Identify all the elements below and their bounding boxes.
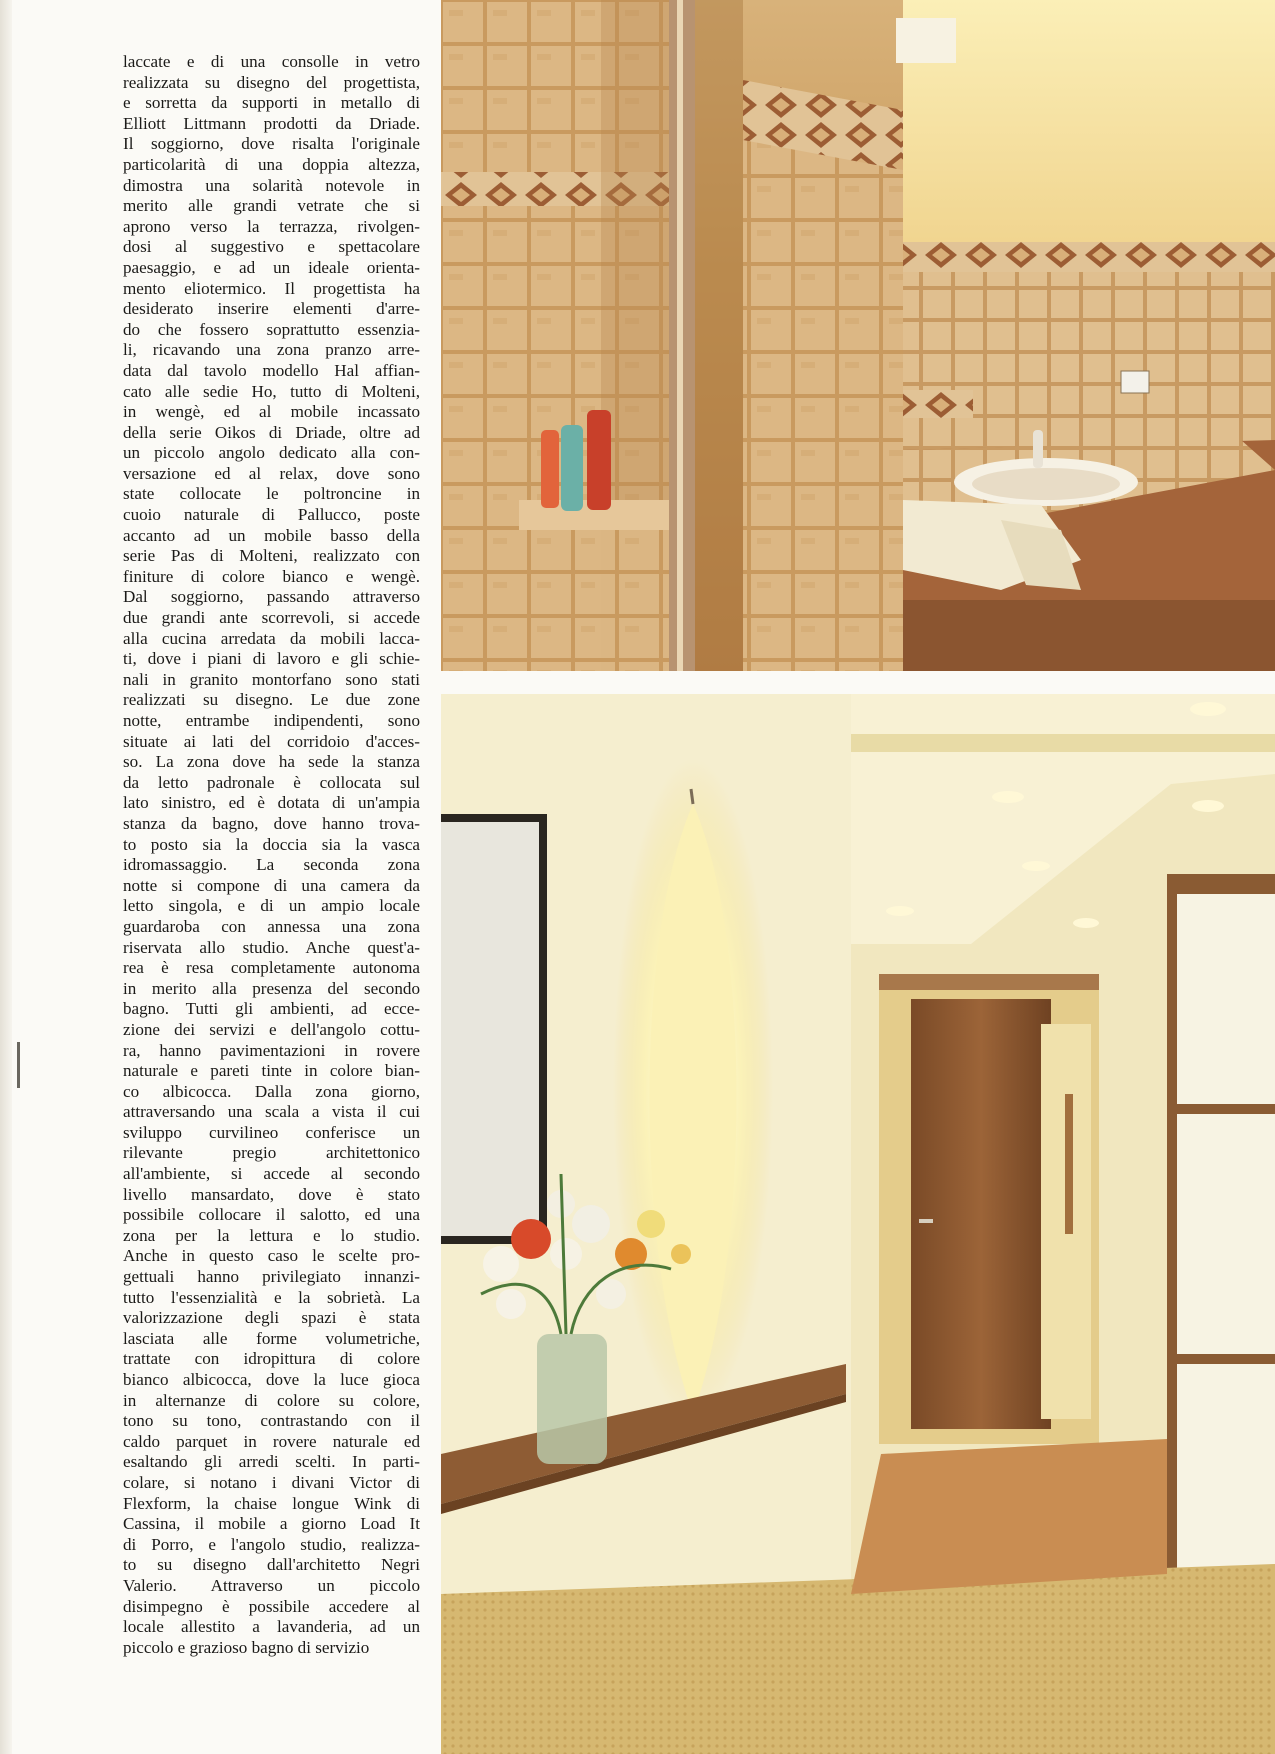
text-line: in wengè, ed al mobile incassato — [123, 402, 420, 422]
text-line: to su disegno dall'architetto Negri — [123, 1555, 420, 1575]
text-line: desiderato inserire elementi d'arre- — [123, 299, 420, 319]
text-line: riservata allo studio. Anche quest'a- — [123, 937, 420, 957]
page-edge-mark — [17, 1042, 20, 1088]
text-line: finiture di colore bianco e wengè. — [123, 566, 420, 586]
text-line: guardaroba con annessa una zona — [123, 916, 420, 936]
text-line: particolarità di una doppia altezza, — [123, 154, 420, 174]
article-text-column — [123, 52, 420, 1658]
text-line: bagno. Tutti gli ambienti, ad ecce- — [123, 999, 420, 1019]
text-line: naturale e pareti tinte in colore bian- — [123, 1061, 420, 1081]
text-line: Dal soggiorno, passando attraverso — [123, 587, 420, 607]
text-line: cuoio naturale di Pallucco, poste — [123, 505, 420, 525]
text-line: due grandi ante scorrevoli, si accede — [123, 608, 420, 628]
text-line: aprono verso la terrazza, rivolgen- — [123, 216, 420, 236]
text-line: to posto sia la doccia sia la vasca — [123, 834, 420, 854]
text-line: colare, si notano i divani Victor di — [123, 1472, 420, 1492]
text-line: e sorretta da supporti in metallo di — [123, 93, 420, 113]
text-line: ti, dove i piani di lavoro e gli schie- — [123, 649, 420, 669]
text-line: notte si compone di una camera da — [123, 875, 420, 895]
text-line: Cassina, il mobile a giorno Load It — [123, 1514, 420, 1534]
text-line: locale allestito a lavanderia, ad un — [123, 1617, 420, 1637]
text-line: mento eliotermico. Il progettista ha — [123, 278, 420, 298]
text-line: dimostra una solarità notevole in — [123, 175, 420, 195]
text-line: trattate con idropittura di colore — [123, 1349, 420, 1369]
text-line: gettuali hanno privilegiato innanzi- — [123, 1267, 420, 1287]
text-line: realizzata su disegno del progettista, — [123, 72, 420, 92]
text-line: livello mansardato, dove è stato — [123, 1184, 420, 1204]
text-line: versazione ed al relax, dove sono — [123, 463, 420, 483]
text-line: rea è resa completamente autonoma — [123, 958, 420, 978]
text-line: della serie Oikos di Driade, oltre ad — [123, 422, 420, 442]
text-line: idromassaggio. La seconda zona — [123, 855, 420, 875]
text-line: sviluppo curvilineo conferisce un — [123, 1122, 420, 1142]
text-line: so. La zona dove ha sede la stanza — [123, 752, 420, 772]
corridor-photo — [441, 694, 1275, 1754]
text-line: un piccolo angolo dedicato alla con- — [123, 443, 420, 463]
text-line: Il soggiorno, dove risalta l'originale — [123, 134, 420, 154]
text-line: da letto padronale è collocata sul — [123, 772, 420, 792]
text-line: bianco albicocca, dove la luce gioca — [123, 1370, 420, 1389]
text-line: situate ai lati del corridoio d'acces- — [123, 731, 420, 751]
text-line: Flexform, la chaise longue Wink di — [123, 1493, 420, 1513]
bathroom-photo — [441, 0, 1275, 671]
text-line: tutto l'essenzialità e la sobrietà. La — [123, 1287, 420, 1307]
text-line: do che fossero soprattutto essenzia- — [123, 319, 420, 339]
text-line: di Porro, e l'angolo studio, realizza- — [123, 1534, 420, 1554]
bathroom-illustration — [441, 0, 1275, 671]
text-line: valorizzazione degli spazi è stata — [123, 1308, 420, 1328]
text-line: merito alle grandi vetrate che si — [123, 196, 420, 216]
text-line: state collocate le poltroncine in — [123, 484, 420, 504]
text-line: Valerio. Attraverso un piccolo — [123, 1575, 420, 1595]
text-line: in alternanze di colore su colore, — [123, 1390, 420, 1410]
text-line: alla cucina arredata da mobili lacca- — [123, 628, 420, 648]
text-line: esaltando gli arredi scelti. In parti- — [123, 1452, 420, 1472]
text-line: ra, hanno pavimentazioni in rovere — [123, 1040, 420, 1060]
text-line: letto singola, e di un ampio locale — [123, 896, 420, 916]
text-line: possibile collocare il salotto, ed una — [123, 1205, 420, 1225]
text-line: disimpegno è possibile accedere al — [123, 1596, 420, 1616]
text-line: cato alle sedie Ho, tutto di Molteni, — [123, 381, 420, 401]
page-binding-edge — [0, 0, 12, 1754]
text-line: lasciata alle forme volumetriche, — [123, 1328, 420, 1348]
text-line: Elliott Littmann prodotti da Driade. — [123, 113, 420, 133]
text-line: rilevante pregio architettonico — [123, 1143, 420, 1163]
text-line: li, ricavando una zona pranzo arre- — [123, 340, 420, 360]
text-line: co albicocca. Dalla zona giorno, — [123, 1081, 420, 1101]
text-line: laccate e di una consolle in vetro — [123, 52, 420, 71]
text-line: accanto ad un mobile basso della — [123, 525, 420, 545]
text-line: tono su tono, contrastando con il — [123, 1411, 420, 1431]
text-line: stanza da bagno, dove hanno trova- — [123, 813, 420, 833]
text-line: data dal tavolo modello Hal affian- — [123, 360, 420, 380]
text-line: notte, entrambe indipendenti, sono — [123, 711, 420, 730]
text-line: zona per la lettura e lo studio. — [123, 1225, 420, 1245]
text-line: in merito alla presenza del secondo — [123, 978, 420, 998]
text-line: Anche in questo caso le scelte pro- — [123, 1246, 420, 1266]
text-line: attraversando una scala a vista il cui — [123, 1102, 420, 1122]
text-line: nali in granito montorfano sono stati — [123, 669, 420, 689]
text-line: zione dei servizi e dell'angolo cottu- — [123, 1019, 420, 1039]
text-line: lato sinistro, ed è dotata di un'ampia — [123, 793, 420, 813]
text-line: all'ambiente, si accede al secondo — [123, 1164, 420, 1184]
text-line: realizzati su disegno. Le due zone — [123, 690, 420, 710]
text-line: paesaggio, e ad un ideale orienta- — [123, 257, 420, 277]
text-line: piccolo e grazioso bagno di servizio — [123, 1637, 370, 1657]
corridor-illustration — [441, 694, 1275, 1754]
text-line: caldo parquet in rovere naturale ed — [123, 1431, 420, 1451]
text-line: dosi al suggestivo e spettacolare — [123, 237, 420, 257]
text-line: serie Pas di Molteni, realizzato con — [123, 546, 420, 566]
